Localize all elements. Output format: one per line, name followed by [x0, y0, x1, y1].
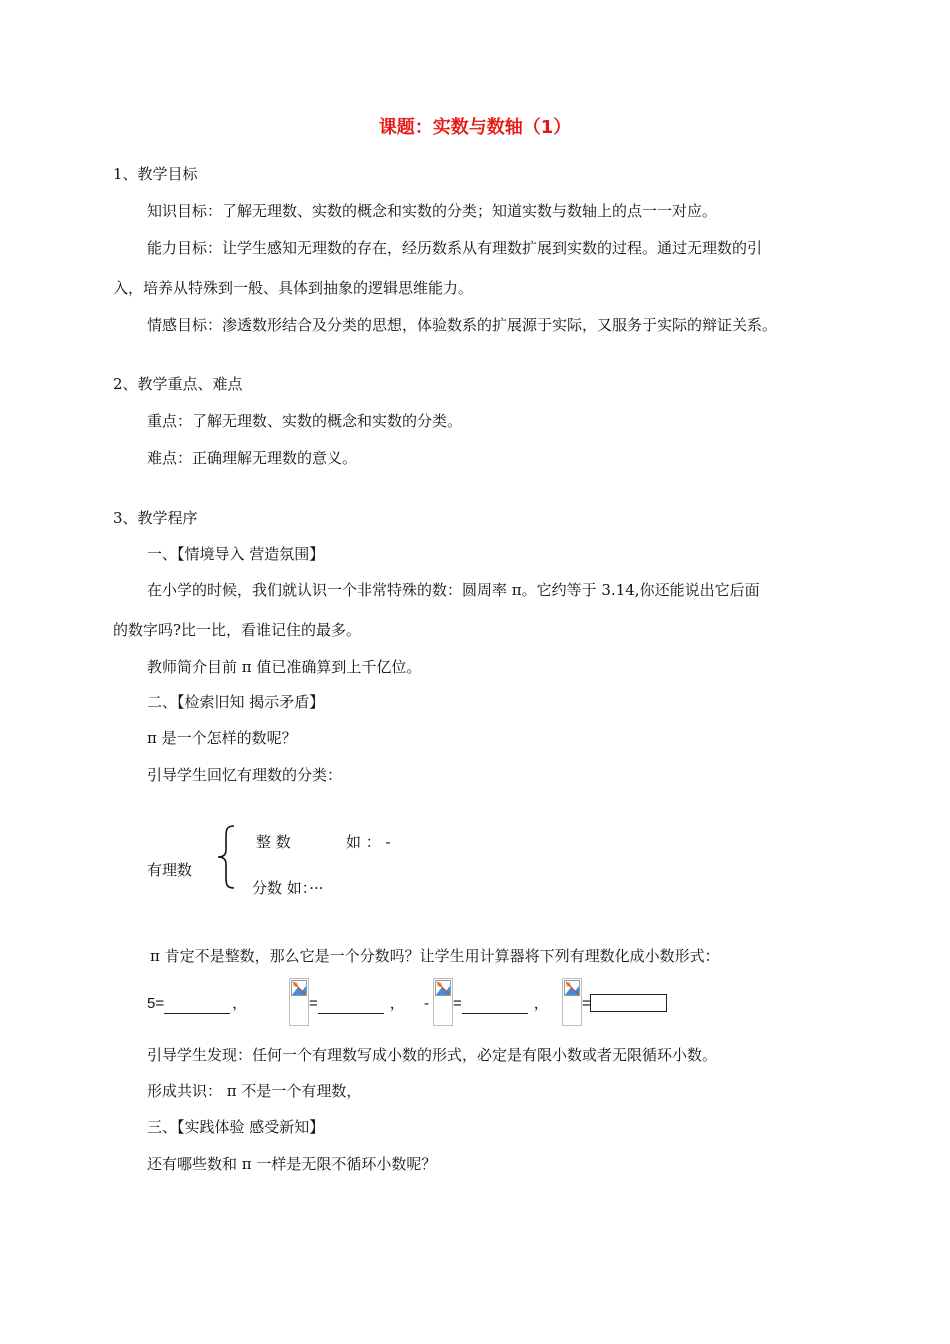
answer-blank-3[interactable]: [462, 997, 528, 1014]
equals-sign: =: [309, 995, 318, 1012]
part2-paragraph5: 形成共识： π 不是一个有理数，: [147, 1082, 362, 1100]
conversion-label-1: 5=: [147, 995, 165, 1012]
broken-image-icon: [291, 980, 307, 996]
conversion-item-1: [147, 994, 247, 1014]
part1-paragraph-line1: 在小学的时候，我们就认识一个非常特殊的数：圆周率 π。它约等于 3.14,你还能说出它后面: [147, 581, 760, 599]
part2-paragraph4: 引导学生发现：任何一个有理数写成小数的形式，必定是有限小数或者无限循环小数。: [147, 1046, 718, 1064]
classify-integer-example: 如 ： -: [346, 833, 391, 851]
negative-sign: -: [424, 995, 429, 1012]
section-heading-objectives: 1、教学目标: [113, 165, 198, 183]
fraction-image-3: [562, 978, 582, 1026]
equals-sign: =: [453, 995, 462, 1012]
broken-image-icon: [435, 980, 451, 996]
brace-icon: [214, 824, 236, 890]
part2-heading: 二、【检索旧知 揭示矛盾】: [147, 693, 325, 711]
equals-sign: =: [582, 995, 591, 1012]
classify-integer-label: 整 数: [256, 833, 291, 851]
part1-paragraph-line2: 的数字吗?比一比，看谁记住的最多。: [113, 621, 362, 639]
emotion-objective: 情感目标：渗透数形结合及分类的思想，体验数系的扩展源于实际，又服务于实际的辩证关系。: [147, 316, 778, 334]
difficult-point: 难点：正确理解无理数的意义。: [147, 449, 358, 467]
ability-objective-line1: 能力目标：让学生感知无理数的存在，经历数系从有理数扩展到实数的过程。通过无理数的引: [147, 239, 763, 257]
part1-paragraph2: 教师简介目前 π 值已准确算到上千亿位。: [147, 658, 422, 676]
ability-objective-line2: 入，培养从特殊到一般、具体到抽象的逻辑思维能力。: [113, 279, 474, 297]
conversion-item-3: [453, 994, 549, 1014]
fraction-image-1: [289, 978, 309, 1026]
broken-image-icon: [564, 980, 580, 996]
part1-heading: 一、【情境导入 营造氛围】: [147, 545, 325, 563]
separator: ，: [533, 995, 549, 1012]
part2-paragraph3: π 肯定不是整数，那么它是一个分数吗？让学生用计算器将下列有理数化成小数形式：: [150, 947, 720, 965]
knowledge-objective: 知识目标：了解无理数、实数的概念和实数的分类；知道实数与数轴上的点一一对应。: [147, 202, 718, 220]
key-point: 重点：了解无理数、实数的概念和实数的分类。: [147, 412, 463, 430]
section-heading-key-points: 2、教学重点、难点: [113, 375, 243, 393]
part3-heading: 三、【实践体验 感受新知】: [147, 1118, 325, 1136]
part2-question: π 是一个怎样的数呢？: [147, 729, 297, 747]
classify-fraction-label: 分数 如：···: [252, 879, 324, 897]
answer-blank-1[interactable]: [164, 997, 230, 1014]
answer-blank-2[interactable]: [318, 997, 384, 1014]
separator: ，: [389, 995, 405, 1012]
part2-instruction: 引导学生回忆有理数的分类：: [147, 766, 343, 784]
separator: ，: [232, 995, 248, 1012]
classify-root-label: 有理数: [147, 861, 193, 879]
section-heading-procedure: 3、教学程序: [113, 509, 198, 527]
page-title: 课题：实数与数轴（1）: [378, 117, 572, 138]
part3-question: 还有哪些数和 π 一样是无限不循环小数呢？: [147, 1155, 437, 1173]
fraction-image-2: [433, 978, 453, 1026]
conversion-item-2: [309, 994, 405, 1014]
answer-box-4[interactable]: [590, 994, 667, 1012]
